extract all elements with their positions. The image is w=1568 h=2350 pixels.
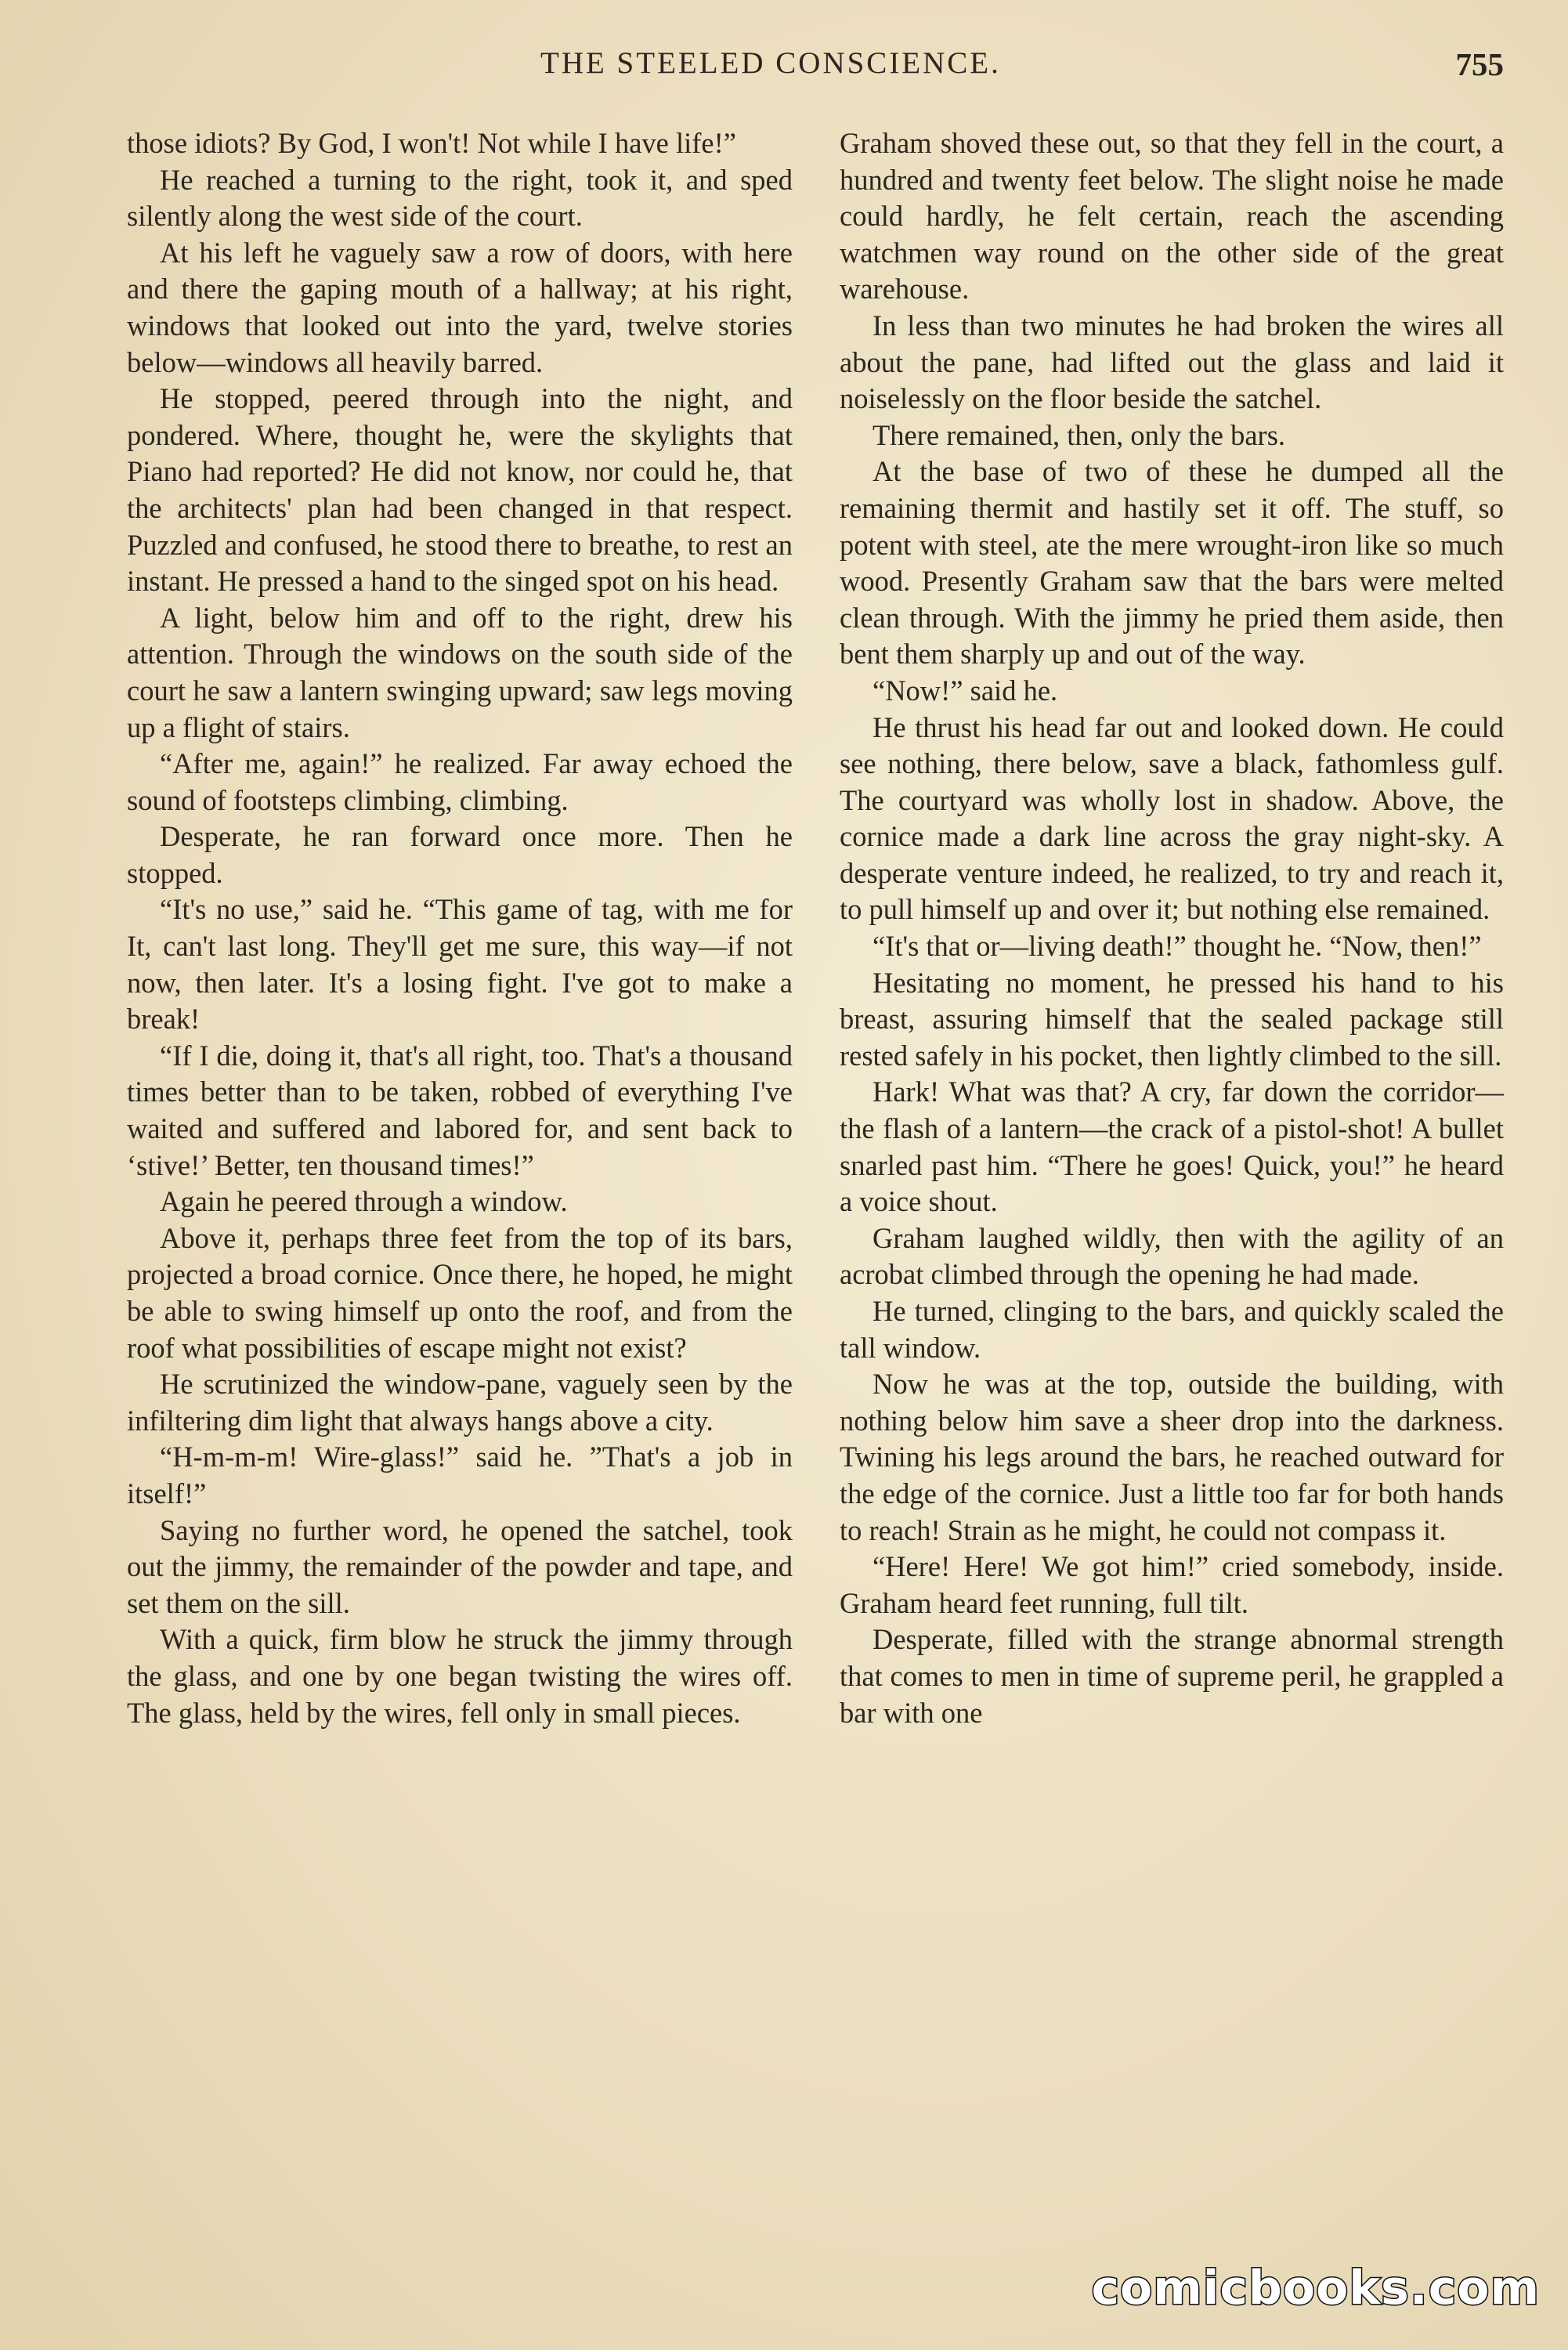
left-column bbox=[127, 125, 793, 1731]
paragraph: He scrutinized the window-pane, vaguely seen by the infiltering dim light that always hangs above a city. bbox=[127, 1368, 793, 1437]
paragraph: Hesitating no moment, he pressed his hand to his breast, assuring himself that the sealed package still rested safely in his pocket, then lightly climbed to the sill. bbox=[840, 966, 1504, 1072]
paragraph: Graham shoved these out, so that they fell in the court, a hundred and twenty feet below. The slight noise he made could hardly, he felt certain, reach the ascending watchmen way round on the other side of the great warehouse. bbox=[840, 127, 1504, 306]
paragraph: those idiots? By God, I won't! Not while I have life!” bbox=[127, 127, 736, 159]
page-header bbox=[0, 45, 1568, 92]
paragraph: Above it, perhaps three feet from the top of its bars, projected a broad cornice. Once there, he hoped, he might be able to swing himself up onto the roof, and from the roof what possibilities of escape might not exist? bbox=[127, 1221, 793, 1364]
paragraph: “It's no use,” said he. “This game of tag, with me for It, can't last long. They'll get me sure, this way—if not now, then later. It's a losing fight. I've got to make a break! bbox=[127, 893, 793, 1036]
paragraph: He reached a turning to the right, took it, and sped silently along the west side of the court. bbox=[127, 163, 793, 233]
paragraph: “It's that or—living death!” thought he. “Now, then!” bbox=[873, 930, 1482, 963]
paragraph: “Now!” said he. bbox=[873, 674, 1058, 707]
page-number: 755 bbox=[1455, 46, 1504, 82]
site-watermark: comicbooks.com bbox=[1091, 2261, 1540, 2316]
paragraph: “H-m-m-m! Wire-glass!” said he. ”That's a job in itself!” bbox=[127, 1441, 793, 1509]
paragraph: At the base of two of these he dumped all the remaining thermit and hastily set it off. The stuff, so potent with steel, ate the mere wrought-iron like so much wood. Presently Graham saw that the bars were melted clean through. With the jimmy he pried them aside, then bent them sharply up and out of the way. bbox=[840, 455, 1504, 671]
paragraph: There remained, then, only the bars. bbox=[873, 418, 1286, 451]
paragraph: “If I die, doing it, that's all right, too. That's a thousand times better than to be taken, robbed of everything I've waited and suffered and labored for, and sent back to ‘stive!’ Better, ten thousand times!” bbox=[127, 1039, 793, 1181]
paragraph: Graham laughed wildly, then with the agility of an acrobat climbed through the opening he had made. bbox=[840, 1221, 1504, 1291]
paragraph: With a quick, firm blow he struck the jimmy through the glass, and one by one began twisting the wires off. The glass, held by the wires, fell only in small pieces. bbox=[127, 1623, 793, 1729]
paragraph: Desperate, he ran forward once more. Then he stopped. bbox=[127, 820, 793, 889]
paragraph: He thrust his head far out and looked down. He could see nothing, there below, save a black, fathomless gulf. The courtyard was wholly lost in shadow. Above, the cornice made a dark line across the gray night-sky. A desperate venture indeed, he realized, to try and reach it, to pull himself up and over it; but nothing else remained. bbox=[840, 710, 1504, 926]
paragraph: Desperate, filled with the strange abnormal strength that comes to men in time of supreme peril, he grappled a bar with one bbox=[840, 1623, 1504, 1729]
paragraph: He stopped, peered through into the night, and pondered. Where, thought he, were the skylights that Piano had reported? He did not know, nor could he, that the architects' plan had been changed in that respect. Puzzled and confused, he stood there to breathe, to rest an instant. He pressed a hand to the singed spot on his head. bbox=[127, 382, 793, 598]
paragraph: Saying no further word, he opened the satchel, took out the jimmy, the remainder of the powder and tape, and set them on the sill. bbox=[127, 1513, 793, 1619]
right-column bbox=[840, 125, 1504, 1731]
paragraph: He turned, clinging to the bars, and quickly scaled the tall window. bbox=[840, 1295, 1504, 1364]
paragraph: “Here! Here! We got him!” cried somebody, inside. Graham heard feet running, full tilt. bbox=[840, 1550, 1504, 1619]
paragraph: “After me, again!” he realized. Far away echoed the sound of footsteps climbing, climbing. bbox=[127, 747, 793, 816]
paragraph: Hark! What was that? A cry, far down the corridor—the flash of a lantern—the crack of a pistol-shot! A bullet snarled past him. “There he goes! Quick, you!” he heard a voice shout. bbox=[840, 1076, 1504, 1218]
paragraph: At his left he vaguely saw a row of doors, with here and there the gaping mouth of a hallway; at his right, windows that looked out into the yard, twelve stories below—windows all heavily barred. bbox=[127, 236, 793, 378]
paragraph: Again he peered through a window. bbox=[160, 1185, 568, 1218]
paragraph: Now he was at the top, outside the building, with nothing below him save a sheer drop into the darkness. Twining his legs around the bars, he reached outward for the edge of the cornice. Just a little too far for both hands to reach! Strain as he might, he could not compass it. bbox=[840, 1368, 1504, 1546]
paragraph: In less than two minutes he had broken the wires all about the pane, had lifted out the glass and laid it noiselessly on the floor beside the satchel. bbox=[840, 309, 1504, 415]
paragraph: A light, below him and off to the right, drew his attention. Through the windows on the south side of the court he saw a lantern swinging upward; saw legs moving up a flight of stairs. bbox=[127, 601, 793, 743]
running-title: THE STEELED CONSCIENCE. bbox=[540, 46, 1001, 80]
